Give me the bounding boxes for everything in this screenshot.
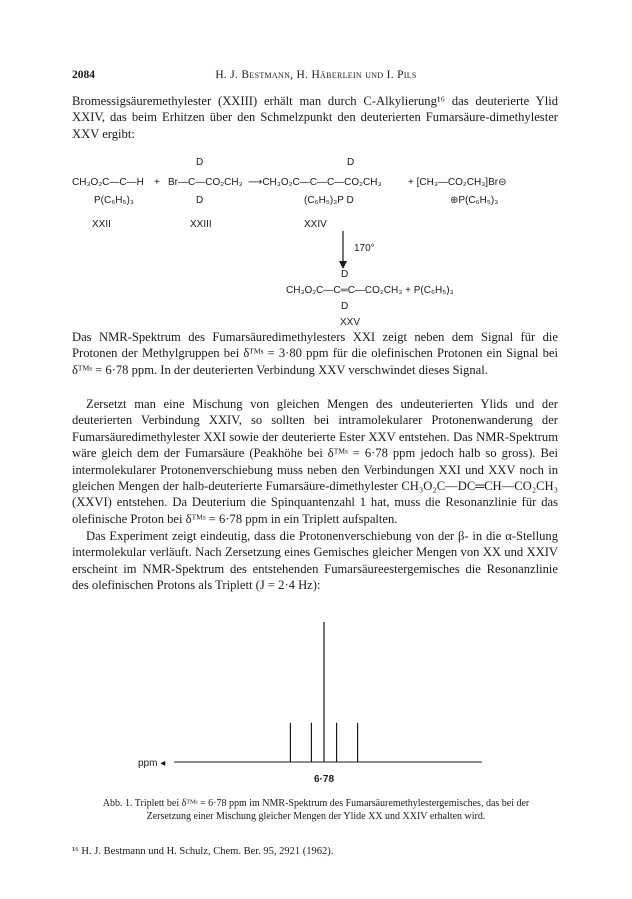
scheme-xxiii: Br—C—CO₂CH₃ (168, 177, 243, 188)
heat-arrow (336, 231, 350, 269)
scheme-phosphonium: ⊕P(C₆H₅)₃ (450, 195, 499, 206)
reaction-scheme (72, 157, 560, 327)
footnote: ¹⁶ H. J. Bestmann und H. Schulz, Chem. Ber. 95, 2921 (1962). (72, 846, 334, 857)
scheme-arrow-product: ⟶CH₃O₂C—C—C—CO₂CH₃ (248, 177, 382, 188)
label-xxiii: XXIII (190, 219, 212, 230)
page-number: 2084 (72, 69, 95, 81)
scheme-xxv: CH₃O₂C—C═C—CO₂CH₃ + P(C₆H₅)₃ (286, 285, 454, 296)
intro-paragraph: Bromessigsäuremethylester (XXIII) erhält man durch C-Alkylierung¹⁶ das deuterierte Ylid XXIV, das beim Erhitzen über den Schmelzpunkt den deuterierten Fumarsäure-dimethylester XXV ergibt: (72, 94, 558, 141)
scheme-d-top-2: D (347, 157, 355, 168)
figure-caption: Abb. 1. Triplett bei δᵀᴹˢ = 6·78 ppm im NMR-Spektrum des Fumarsäuremethylestergemisches, das bei der Zersetzung einer Mischung gleicher Mengen der Ylide XX und XXIV erhalten wird. (102, 798, 530, 822)
spectrum-axis-label: ppm ◂ (138, 758, 166, 769)
nmr-spectrum (72, 612, 560, 787)
scheme-xxii-sub: P(C₆H₅)₃ (94, 195, 134, 206)
scheme-xxiv-sub: (C₆H₅)₃P D (304, 195, 354, 206)
paragraph-experiment: Das Experiment zeigt eindeutig, dass die Protonenverschiebung von der β- in die α-Stellung intermolekular verläuft. Nach Zersetzung eines Gemisches gleicher Mengen von XX und XXIV erscheint im NMR-Spektrum des entstehenden Fumarsäureestergemisches die Resonanzlinie des olefinischen Protons als Triplett (J = 2·4 Hz): (72, 529, 558, 593)
scheme-d-bottom-3: D (341, 301, 349, 312)
label-xxii: XXII (92, 219, 111, 230)
spectrum-plot (72, 612, 560, 787)
scheme-d-top-1: D (196, 157, 204, 168)
scheme-d-bottom-1: D (196, 195, 204, 206)
scheme-plus-salt: + [CH₃—CO₂CH₃]Br⊖ (408, 177, 507, 188)
running-authors: H. J. Bestmann, H. Häberlein und I. Pils (215, 69, 417, 81)
paragraph-nmr: Das NMR-Spektrum des Fumarsäuredimethylesters XXI zeigt neben dem Signal für die Protonen der Methylgruppen bei δᵀᴹˢ = 3·80 ppm für die olefinischen Protonen ein Signal bei δᵀᴹˢ = 6·78 ppm. In der deuterierten Verbindung XXV verschwindet dieses Signal. (72, 330, 558, 377)
paragraph-mixture: Zersetzt man eine Mischung von gleichen Mengen des undeuterierten Ylids und der deuterierten Verbindung XXIV, so sollten bei intramolekularer Protonenwanderung der Fumarsäuredimethylester XXI sowie der deuterierte Ester XXV entstehen. Das NMR-Spektrum wäre gleich dem der Fumarsäure (Peakhöhe bei δᵀᴹˢ = 6·78 ppm jedoch halb so gross). Bei intermolekularer Protonenverschiebung muss neben den Verbindungen XXI und XXV noch in gleichen Mengen der halb-deuterierte Fumarsäure-dimethylester CH₃O₂C—DC═CH—CO₂CH₃ (XXVI) entstehen. Da Deuterium die Spinquantenzahl 1 hat, muss die Resonanzlinie für das olefinische Proton bei δᵀᴹˢ = 6·78 ppm in ein Triplett aufspalten. (72, 397, 558, 526)
scheme-plus-1: + (154, 177, 160, 188)
scheme-d-top-3: D (341, 269, 349, 280)
scheme-temperature: 170° (354, 243, 375, 254)
scheme-xxii: CH₃O₂C—C—H (72, 177, 144, 188)
label-xxiv: XXIV (304, 219, 327, 230)
label-xxv: XXV (340, 317, 361, 328)
spectrum-tick-label: 6·78 (313, 774, 335, 785)
